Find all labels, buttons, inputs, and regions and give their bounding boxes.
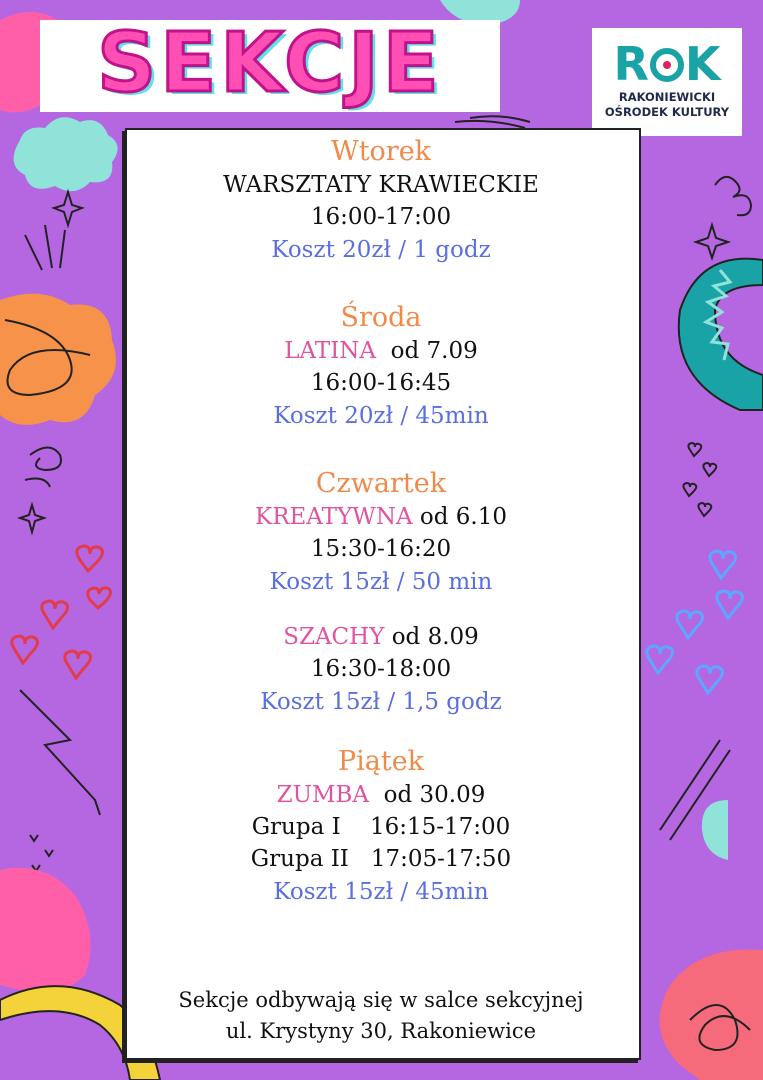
pink-blob-bottom-right	[660, 949, 763, 1080]
group1-label: Grupa I	[251, 814, 341, 840]
activity-zumba: ZUMBA	[276, 782, 370, 808]
swirl-left	[25, 448, 61, 488]
cost-sroda: Koszt 20zł / 45min	[273, 403, 489, 429]
logo-line1: RAKONIEWICKI	[618, 90, 716, 104]
blue-hearts	[647, 551, 743, 693]
teal-crescent	[679, 259, 763, 410]
activity-warsztaty: WARSZTATY KRAWIECKIE	[223, 172, 539, 198]
day-czwartek: Czwartek	[315, 468, 447, 499]
footer-line1: Sekcje odbywają się w salce sekcyjnej	[178, 988, 584, 1012]
red-hearts	[12, 546, 111, 678]
footer-address: ul. Krystyny 30, Rakoniewice	[225, 1019, 537, 1043]
logo-mark: R K	[613, 37, 721, 91]
time-kreatywna: 15:30-16:20	[310, 536, 452, 562]
from-kreatywna: od 6.10	[419, 504, 507, 530]
schedule	[125, 135, 637, 909]
group1-time: 16:15-17:00	[369, 814, 511, 840]
sparkle-left-2	[20, 505, 44, 532]
footer	[125, 985, 637, 1047]
activity-szachy: SZACHY	[283, 624, 385, 650]
logo	[592, 28, 742, 136]
activity-latina: LATINA	[284, 338, 377, 364]
group2-label: Grupa II	[250, 846, 349, 872]
from-zumba: od 30.09	[383, 782, 486, 808]
group2-time: 17:05-17:50	[370, 846, 512, 872]
teal-half-circle	[702, 800, 728, 860]
teal-cloud	[14, 117, 118, 191]
strokes-left	[25, 225, 65, 270]
small-hearts-left	[30, 835, 53, 871]
orange-flower	[0, 294, 116, 425]
scribble-title	[455, 116, 530, 128]
day-piatek: Piątek	[337, 746, 425, 777]
logo-o-icon	[650, 48, 684, 82]
page-title: SEKCJE	[97, 16, 443, 111]
cost-kreatywna: Koszt 15zł / 50 min	[269, 569, 493, 595]
sparkle-left	[54, 192, 82, 225]
sparkle-right	[696, 225, 728, 258]
pink-blob-bottom-left	[0, 868, 91, 993]
from-szachy: od 8.09	[391, 624, 479, 650]
cost-wtorek: Koszt 20zł / 1 godz	[271, 237, 491, 263]
squiggle-top-right	[715, 177, 751, 215]
logo-line2: OŚRODEK KULTURY	[604, 105, 730, 119]
from-latina: od 7.09	[390, 338, 478, 364]
time-sroda: 16:00-16:45	[310, 370, 452, 396]
cost-szachy: Koszt 15zł / 1,5 godz	[260, 689, 502, 715]
day-sroda: Środa	[340, 302, 422, 333]
activity-kreatywna: KREATYWNA	[255, 504, 413, 530]
small-hearts-right	[683, 443, 716, 516]
time-szachy: 16:30-18:00	[310, 656, 452, 682]
day-wtorek: Wtorek	[330, 136, 432, 167]
cost-piatek: Koszt 15zł / 45min	[273, 879, 489, 905]
time-wtorek: 16:00-17:00	[310, 204, 452, 230]
lightning-left	[20, 690, 100, 815]
